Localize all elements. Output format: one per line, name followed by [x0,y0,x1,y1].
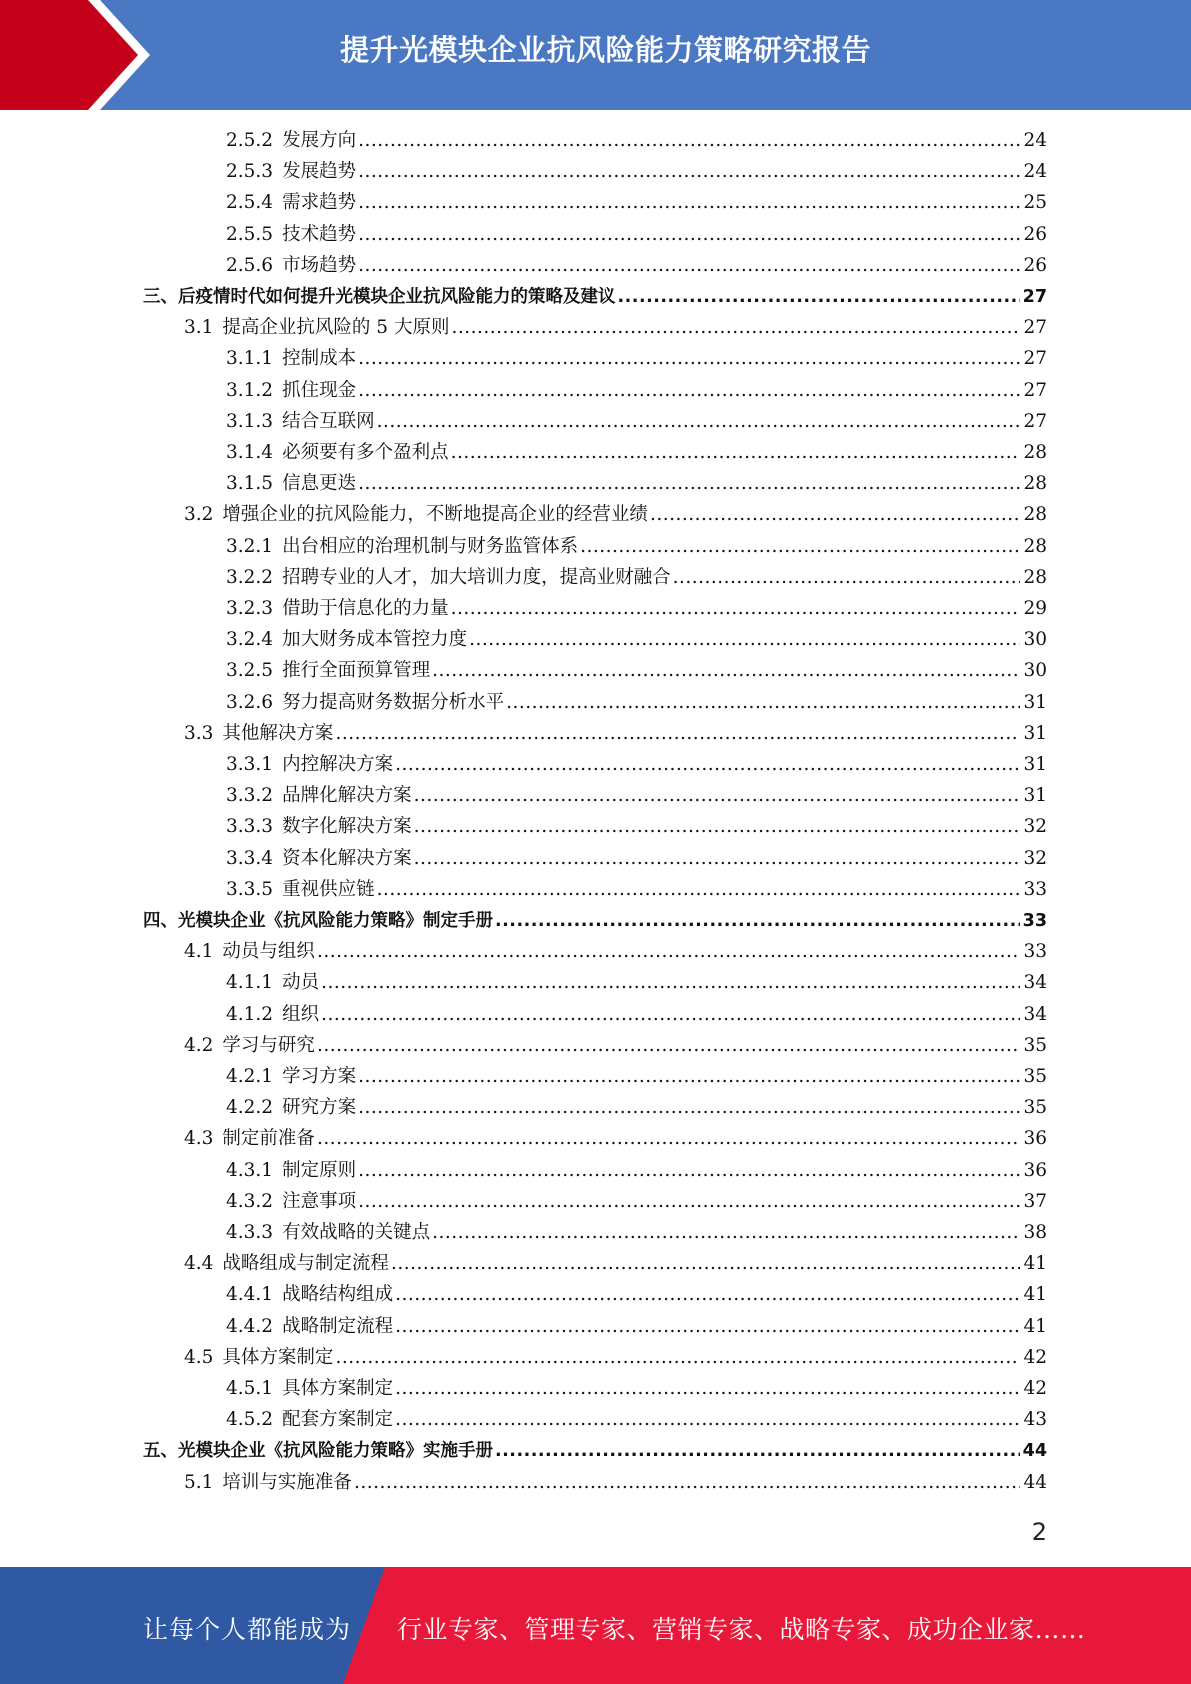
toc-entry[interactable] [226,783,1047,809]
toc-entry-title: 具体方案制定 [222,1346,334,1368]
toc-dot-leader [432,1220,1020,1246]
report-title: 提升光模块企业抗风险能力策略研究报告 [339,33,871,67]
toc-entry-page: 26 [1023,223,1047,245]
toc-entry-number: 3.3.4 [226,847,274,869]
toc-entry-page: 41 [1023,1253,1047,1275]
toc-entry-title: 必须要有多个盈利点 [282,442,449,463]
toc-dot-leader [451,440,1021,466]
toc-entry-title: 动员与组织 [222,941,315,963]
toc-entry[interactable] [226,1282,1047,1308]
toc-dot-leader [580,534,1020,560]
toc-entry-page: 28 [1023,535,1047,557]
toc-entry[interactable] [226,471,1047,497]
toc-entry[interactable] [184,1345,1047,1371]
toc-entry-page: 41 [1023,1315,1047,1337]
toc-entry-number: 5.1 [184,1471,214,1493]
toc-entry[interactable] [226,128,1047,154]
toc-entry-title: 战略组成与制定流程 [222,1253,389,1275]
toc-entry-title: 信息更迭 [282,473,357,495]
toc-entry-title: 战略制定流程 [282,1315,394,1337]
toc-entry-number: 3.3.1 [226,754,274,775]
toc-entry-title: 四、光模块企业《抗风险能力策略》制定手册 [143,911,493,931]
toc-entry[interactable] [143,1438,1047,1464]
toc-entry[interactable] [226,752,1047,778]
toc-entry-title: 学习与研究 [222,1034,315,1056]
toc-entry[interactable] [226,378,1047,404]
toc-entry[interactable] [226,658,1047,684]
footer-slogan-left: 让每个人都能成为 [143,1615,352,1644]
toc-entry-page: 27 [1023,379,1047,401]
toc-entry-page: 24 [1023,161,1047,183]
toc-dot-leader [432,658,1020,684]
toc-entry-page: 38 [1023,1222,1047,1243]
toc-dot-leader [358,471,1020,497]
toc-entry-title: 借助于信息化的力量 [282,598,449,619]
toc-dot-leader [377,409,1021,435]
toc-dot-leader [317,1126,1021,1152]
toc-entry-title: 技术趋势 [282,223,357,245]
toc-entry-page: 41 [1023,1284,1047,1306]
toc-dot-leader [495,1438,1020,1464]
toc-entry[interactable] [226,409,1047,435]
toc-entry-page: 37 [1023,1190,1047,1212]
toc-entry[interactable] [226,1095,1047,1121]
toc-entry-number: 4.1 [184,941,214,963]
toc-entry-number: 3.2 [184,504,214,526]
toc-entry-page: 29 [1023,598,1047,619]
toc-entry-page: 24 [1023,130,1047,151]
toc-dot-leader [506,690,1020,716]
toc-entry[interactable] [184,1033,1047,1059]
toc-entry-number: 3.1 [184,317,214,339]
toc-entry-title: 注意事项 [282,1190,357,1212]
toc-entry-number: 3.2.6 [226,691,274,713]
toc-entry-title: 推行全面预算管理 [282,660,431,682]
toc-entry-title: 组织 [282,1003,320,1025]
toc-entry-number: 4.5.2 [226,1409,274,1431]
toc-entry-page: 35 [1023,1097,1047,1119]
toc-dot-leader [317,939,1021,965]
toc-entry-number: 4.2.2 [226,1097,274,1119]
toc-entry-title: 资本化解决方案 [282,847,412,869]
toc-entry-title: 研究方案 [282,1097,357,1119]
toc-entry-number: 3.1.2 [226,379,274,401]
toc-entry[interactable] [226,1002,1047,1028]
toc-entry[interactable] [226,222,1047,248]
toc-entry-number: 4.4.1 [226,1284,274,1306]
toc-entry[interactable] [184,502,1047,528]
toc-entry-number: 4.3.2 [226,1190,274,1212]
toc-entry-page: 28 [1023,504,1047,526]
toc-entry[interactable] [226,814,1047,840]
toc-dot-leader [391,1251,1021,1277]
toc-entry-title: 配套方案制定 [282,1409,394,1431]
toc-entry-title: 出台相应的治理机制与财务监管体系 [282,535,579,557]
toc-entry-number: 4.1.1 [226,972,274,994]
toc-entry-title: 提高企业抗风险的 5 大原则 [222,317,450,339]
toc-entry[interactable] [226,1407,1047,1433]
toc-dot-leader [618,284,1020,310]
toc-entry[interactable] [226,1189,1047,1215]
toc-entry-number: 4.3.1 [226,1159,274,1181]
toc-entry-title: 抓住现金 [282,379,357,401]
toc-dot-leader [414,783,1021,809]
toc-entry-title: 市场趋势 [282,254,357,276]
toc-entry-title: 具体方案制定 [282,1378,394,1399]
toc-entry-number: 4.1.2 [226,1003,274,1025]
toc-entry-page: 28 [1023,442,1047,463]
toc-dot-leader [358,346,1020,372]
toc-entry-number: 4.4.2 [226,1315,274,1337]
toc-entry-title: 需求趋势 [282,192,357,214]
toc-entry-number: 3.1.1 [226,348,274,370]
toc-entry-number: 3.2.5 [226,660,274,682]
toc-entry[interactable] [184,315,1047,341]
toc-entry-title: 五、光模块企业《抗风险能力策略》实施手册 [143,1441,493,1462]
toc-entry-title: 制定原则 [282,1159,357,1181]
toc-entry[interactable] [226,1220,1047,1246]
toc-entry-title: 发展趋势 [282,161,357,183]
toc-entry-page: 43 [1023,1409,1047,1431]
toc-entry[interactable] [226,346,1047,372]
toc-entry-page: 27 [1023,410,1047,432]
toc-entry-title: 培训与实施准备 [222,1471,352,1493]
toc-entry-number: 4.5 [184,1346,214,1368]
toc-entry-page: 31 [1023,785,1047,807]
toc-entry[interactable] [226,596,1047,622]
toc-dot-leader [414,846,1021,872]
toc-entry[interactable] [226,1158,1047,1184]
toc-entry[interactable] [184,721,1047,747]
toc-dot-leader [358,1095,1020,1121]
toc-entry-title: 内控解决方案 [282,754,394,775]
toc-dot-leader [469,627,1020,653]
toc-entry-page: 44 [1023,1471,1047,1493]
toc-entry-title: 重视供应链 [282,878,375,900]
toc-entry-number: 3.1.4 [226,442,274,463]
toc-dot-leader [358,128,1020,154]
toc-dot-leader [354,1470,1021,1496]
toc-dot-leader [395,1407,1020,1433]
toc-entry-page: 27 [1023,348,1047,370]
toc-entry[interactable] [226,1064,1047,1090]
toc-entry[interactable] [226,970,1047,996]
toc-entry[interactable] [226,440,1047,466]
toc-entry[interactable] [226,690,1047,716]
toc-dot-leader [358,159,1020,185]
toc-entry-page: 32 [1023,816,1047,838]
toc-entry[interactable] [143,908,1047,934]
toc-dot-leader [358,253,1020,279]
toc-entry[interactable] [143,284,1047,310]
toc-entry-title: 其他解决方案 [222,722,334,744]
toc-entry-title: 努力提高财务数据分析水平 [282,691,505,713]
toc-dot-leader [395,752,1020,778]
toc-entry-number: 4.3.3 [226,1222,274,1243]
toc-dot-leader [395,1282,1020,1308]
toc-dot-leader [335,1345,1020,1371]
toc-entry-page: 42 [1023,1346,1047,1368]
page-footer [0,1567,1191,1684]
toc-entry-page: 42 [1023,1378,1047,1399]
toc-dot-leader [317,1033,1021,1059]
toc-dot-leader [358,1158,1020,1184]
toc-entry[interactable] [184,1470,1047,1496]
toc-entry-page: 32 [1023,847,1047,869]
toc-dot-leader [358,378,1020,404]
toc-entry-number: 4.2 [184,1034,214,1056]
toc-entry-page: 33 [1022,911,1047,931]
toc-entry-number: 3.1.3 [226,410,274,432]
toc-entry-page: 36 [1023,1159,1047,1181]
toc-entry-number: 3.2.3 [226,598,274,619]
toc-dot-leader [650,502,1021,528]
toc-entry-number: 4.5.1 [226,1378,274,1399]
toc-entry-title: 招聘专业的人才，加大培训力度，提高业财融合 [282,566,671,588]
toc-entry-number: 2.5.3 [226,161,274,183]
toc-entry-page: 31 [1023,691,1047,713]
toc-entry-page: 27 [1023,317,1047,339]
toc-dot-leader [395,1376,1020,1402]
toc-entry-page: 30 [1023,629,1047,651]
toc-dot-leader [377,877,1021,903]
toc-entry[interactable] [226,846,1047,872]
toc-entry-title: 战略结构组成 [282,1284,394,1306]
toc-dot-leader [358,1189,1020,1215]
toc-entry[interactable] [226,1314,1047,1340]
toc-dot-leader [335,721,1020,747]
toc-entry-number: 3.2.2 [226,566,274,588]
toc-entry[interactable] [226,877,1047,903]
toc-entry-title: 制定前准备 [222,1128,315,1150]
toc-entry[interactable] [184,939,1047,965]
page-header [0,0,1191,110]
toc-entry-title: 结合互联网 [282,410,375,432]
toc-entry-number: 3.3.5 [226,878,274,900]
toc-entry[interactable] [226,1376,1047,1402]
toc-entry-number: 3.3 [184,722,214,744]
toc-entry-title: 学习方案 [282,1066,357,1087]
toc-dot-leader [395,1314,1020,1340]
toc-dot-leader [673,565,1021,591]
toc-entry[interactable] [226,534,1047,560]
toc-entry-page: 34 [1023,972,1047,994]
toc-entry-number: 4.4 [184,1253,214,1275]
toc-entry-page: 26 [1023,254,1047,276]
toc-entry-title: 发展方向 [282,130,357,151]
toc-entry-title: 控制成本 [282,348,357,370]
toc-entry-title: 动员 [282,972,320,994]
toc-dot-leader [414,814,1021,840]
toc-entry-page: 36 [1023,1128,1047,1150]
toc-entry[interactable] [226,253,1047,279]
toc-entry[interactable] [226,159,1047,185]
toc-dot-leader [321,1002,1020,1028]
toc-entry-page: 30 [1023,660,1047,682]
toc-entry-page: 27 [1022,287,1047,307]
toc-entry-page: 35 [1023,1066,1047,1087]
toc-entry-page: 33 [1023,878,1047,900]
footer-slogan-right: 行业专家、管理专家、营销专家、战略专家、成功企业家…… [397,1615,1086,1644]
page-number: 2 [1031,1518,1047,1546]
toc-entry-title: 品牌化解决方案 [282,785,412,807]
toc-entry-number: 4.2.1 [226,1066,274,1087]
toc-entry-number: 4.3 [184,1128,214,1150]
toc-dot-leader [358,1064,1020,1090]
toc-entry-page: 28 [1023,473,1047,495]
toc-entry-title: 三、后疫情时代如何提升光模块企业抗风险能力的策略及建议 [143,287,616,307]
toc-entry-number: 3.2.1 [226,535,274,557]
toc-dot-leader [358,222,1020,248]
toc-entry-page: 34 [1023,1003,1047,1025]
toc-entry-number: 2.5.4 [226,192,274,214]
toc-entry[interactable] [184,1126,1047,1152]
toc-entry[interactable] [184,1251,1047,1277]
toc-entry-page: 31 [1023,754,1047,775]
toc-dot-leader [495,908,1020,934]
toc-entry-page: 25 [1023,192,1047,214]
toc-dot-leader [451,596,1021,622]
toc-entry-page: 33 [1023,941,1047,963]
toc-dot-leader [358,190,1020,216]
toc-entry-number: 2.5.5 [226,223,274,245]
toc-entry-number: 2.5.2 [226,130,274,151]
toc-entry[interactable] [226,565,1047,591]
toc-entry-page: 28 [1023,566,1047,588]
toc-entry-title: 加大财务成本管控力度 [282,629,468,651]
toc-entry-title: 数字化解决方案 [282,816,412,838]
toc-entry-number: 3.1.5 [226,473,274,495]
toc-entry-page: 31 [1023,722,1047,744]
toc-entry-number: 3.2.4 [226,629,274,651]
toc-entry[interactable] [226,627,1047,653]
toc-entry[interactable] [226,190,1047,216]
toc-entry-title: 有效战略的关键点 [282,1222,431,1243]
toc-entry-number: 3.3.3 [226,816,274,838]
toc-dot-leader [321,970,1020,996]
toc-entry-title: 增强企业的抗风险能力，不断地提高企业的经营业绩 [222,504,648,526]
toc-entry-page: 44 [1022,1441,1047,1462]
toc-entry-page: 35 [1023,1034,1047,1056]
toc-entry-number: 3.3.2 [226,785,274,807]
toc-entry-number: 2.5.6 [226,254,274,276]
toc-dot-leader [451,315,1020,341]
